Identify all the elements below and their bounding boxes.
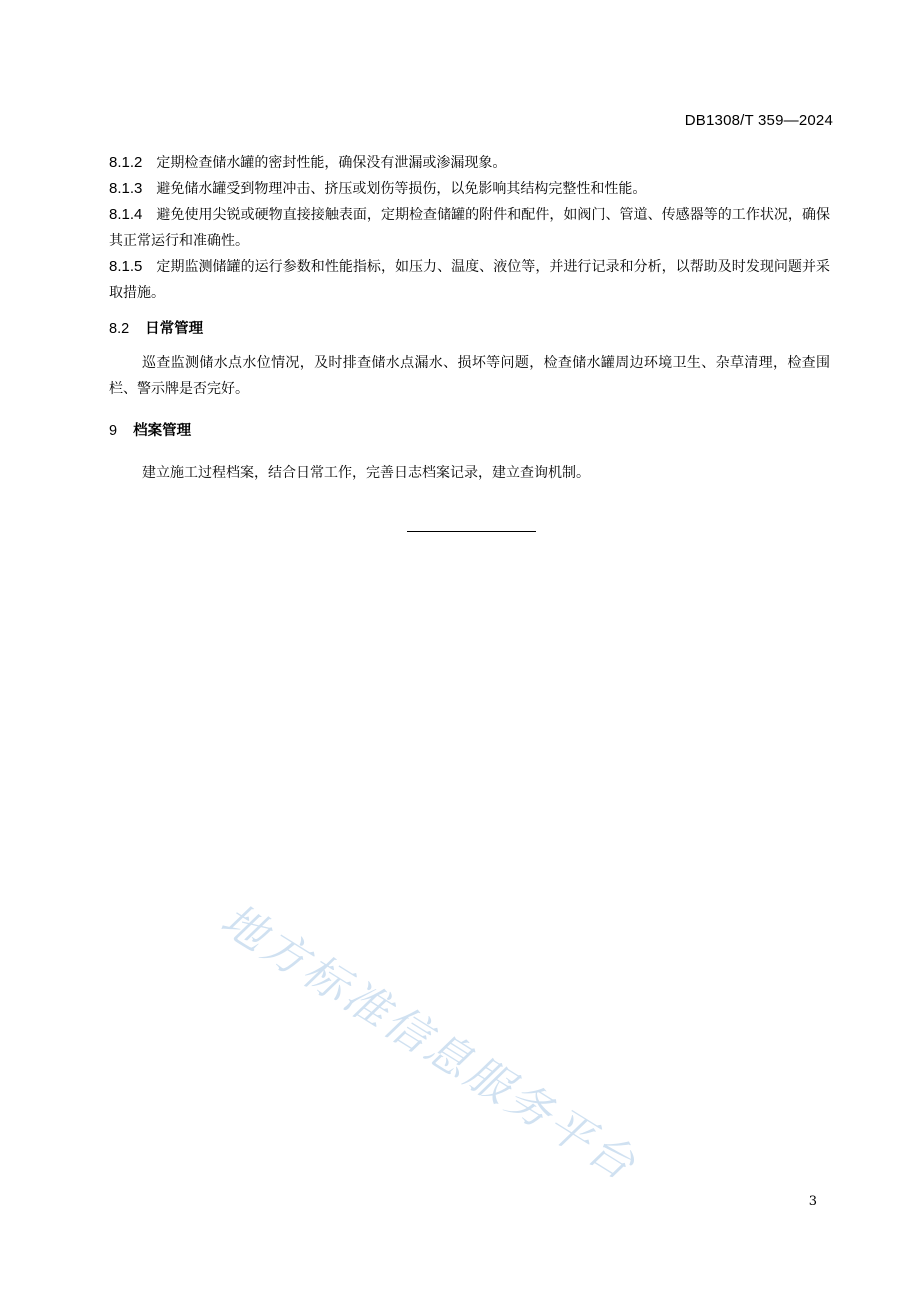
- clause-text: 避免使用尖锐或硬物直接接触表面，定期检查储罐的附件和配件，如阀门、管道、传感器等的工作状况，确保其正常运行和准确性。: [109, 207, 830, 249]
- watermark: 地方标准信息服务平台: [212, 894, 647, 1192]
- section-8-2-paragraph: 巡查监测储水点水位情况，及时排查储水点漏水、损坏等问题，检查储水罐周边环境卫生、杂草清理，检查围栏、警示牌是否完好。: [109, 355, 830, 397]
- clause-8-1-3: [109, 176, 830, 202]
- clause-number: 8.1.4: [109, 206, 143, 223]
- clause-8-1-2: [109, 150, 830, 176]
- clause-8-1-5: [109, 254, 830, 306]
- section-heading-9: [109, 418, 830, 444]
- standard-code: DB1308/T 359—2024: [684, 112, 833, 129]
- document-body: [109, 150, 830, 486]
- section-number: 8.2: [109, 321, 130, 337]
- clause-text: 避免储水罐受到物理冲击、挤压或划伤等损伤，以免影响其结构完整性和性能。: [156, 181, 647, 197]
- section-9-paragraph: 建立施工过程档案，结合日常工作，完善日志档案记录，建立查询机制。: [142, 465, 590, 481]
- section-number: 9: [109, 423, 118, 439]
- clause-number: 8.1.2: [109, 154, 143, 171]
- section-title: 日常管理: [145, 321, 204, 337]
- section-title: 档案管理: [133, 423, 192, 439]
- clause-number: 8.1.5: [109, 258, 143, 275]
- clause-number: 8.1.3: [109, 180, 143, 197]
- section-heading-8-2: [109, 316, 830, 342]
- page-number: 3: [808, 1194, 817, 1209]
- clause-text: 定期检查储水罐的密封性能，确保没有泄漏或渗漏现象。: [156, 155, 507, 171]
- clause-8-1-4: [109, 202, 830, 254]
- end-of-text-rule: [407, 531, 536, 532]
- clause-text: 定期监测储罐的运行参数和性能指标，如压力、温度、液位等，并进行记录和分析，以帮助及时发现问题并采取措施。: [109, 259, 830, 301]
